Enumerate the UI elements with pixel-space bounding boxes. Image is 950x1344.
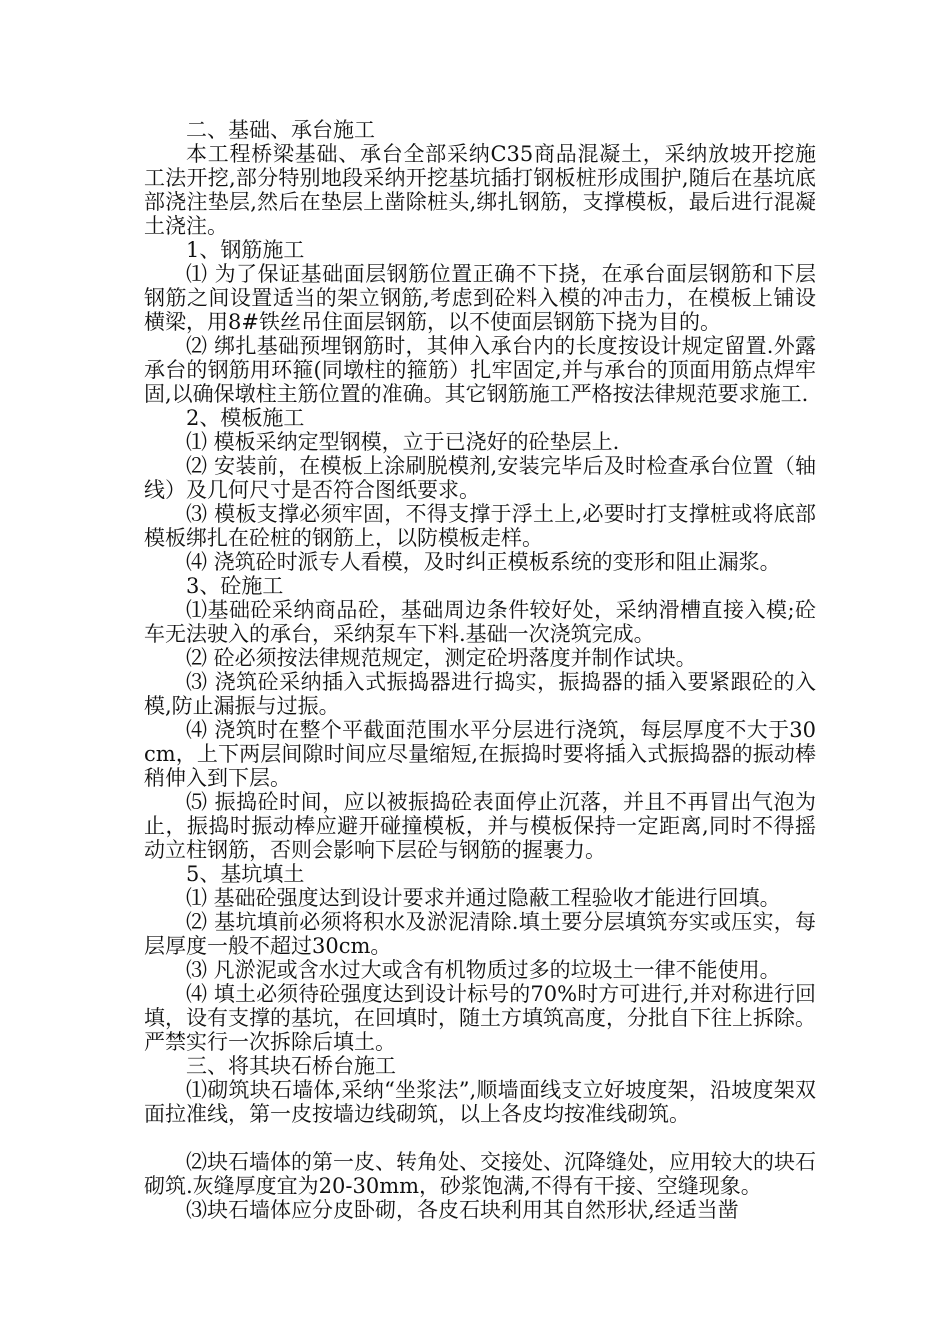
- paragraph: ⑴基础砼采纳商品砼，基础周边条件较好处，采纳滑槽直接入模;砼车无法驶入的承台，采纳泵车下料.基础一次浇筑完成。: [144, 598, 816, 646]
- paragraph: ⑴ 基础砼强度达到设计要求并通过隐蔽工程验收才能进行回填。: [186, 886, 781, 910]
- paragraph: ⑵ 绑扎基础预埋钢筋时，其伸入承台内的长度按设计规定留置.外露承台的钢筋用环箍(同墩柱的箍筋）扎牢固定,并与承台的顶面用筋点焊牢固,以确保墩柱主筋位置的准确。其它钢筋施工严格按法律规范要求施工.: [144, 334, 816, 406]
- subsection-heading: 3、砼施工: [186, 574, 284, 598]
- paragraph: ⑶ 模板支撑必须牢固，不得支撑于浮土上,必要时打支撑桩或将底部模板绑扎在砼桩的钢筋上，以防模板走样。: [144, 502, 816, 550]
- blank-line: [144, 1126, 816, 1150]
- paragraph: ⑴ 为了保证基础面层钢筋位置正确不下挠，在承台面层钢筋和下层钢筋之间设置适当的架立钢筋,考虑到砼料入模的冲击力，在模板上铺设横梁，用8#铁丝吊住面层钢筋，以不使面层钢筋下挠为目的。: [144, 262, 816, 334]
- section-heading: 三、将其块石桥台施工: [186, 1054, 396, 1078]
- paragraph: ⑷ 浇筑时在整个平截面范围水平分层进行浇筑，每层厚度不大于30cm，上下两层间隙时间应尽量缩短,在振捣时要将插入式振捣器的振动棒稍伸入到下层。: [144, 718, 816, 790]
- document-body: [144, 118, 816, 1222]
- paragraph: ⑵块石墙体的第一皮、转角处、交接处、沉降缝处，应用较大的块石砌筑.灰缝厚度宜为20-30mm，砂浆饱满,不得有干接、空缝现象。: [144, 1150, 816, 1198]
- subsection-heading: 2、模板施工: [186, 406, 305, 430]
- paragraph: ⑵ 砼必须按法律规范规定，测定砼坍落度并制作试块。: [186, 646, 697, 670]
- paragraph: ⑴砌筑块石墙体,采纳“坐浆法”,顺墙面线支立好坡度架，沿坡度架双面拉准线，第一皮按墙边线砌筑，以上各皮均按准线砌筑。: [144, 1078, 816, 1126]
- paragraph: ⑷ 浇筑砼时派专人看模，及时纠正模板系统的变形和阻止漏浆。: [186, 550, 781, 574]
- paragraph: ⑶ 浇筑砼采纳插入式振捣器进行捣实，振捣器的插入要紧跟砼的入模,防止漏振与过振。: [144, 670, 816, 718]
- paragraph: ⑵ 基坑填前必须将积水及淤泥清除.填土要分层填筑夯实或压实，每层厚度一般不超过30cm。: [144, 910, 816, 958]
- section-heading: 二、基础、承台施工: [186, 118, 375, 142]
- subsection-heading: 5、基坑填土: [186, 862, 305, 886]
- paragraph: ⑶块石墙体应分皮卧砌，各皮石块利用其自然形状,经适当凿: [186, 1198, 739, 1222]
- subsection-heading: 1、钢筋施工: [186, 238, 305, 262]
- paragraph: ⑸ 振捣砼时间，应以被振捣砼表面停止沉落，并且不再冒出气泡为止，振捣时振动棒应避开碰撞模板，并与模板保持一定距离,同时不得摇动立柱钢筋，否则会影响下层砼与钢筋的握裹力。: [144, 790, 816, 862]
- paragraph: ⑶ 凡淤泥或含水过大或含有机物质过多的垃圾土一律不能使用。: [186, 958, 781, 982]
- paragraph: ⑷ 填土必须待砼强度达到设计标号的70%时方可进行,并对称进行回填，设有支撑的基坑，在回填时，随土方填筑高度，分批自下往上拆除。严禁实行一次拆除后填土。: [144, 982, 816, 1054]
- paragraph: 本工程桥梁基础、承台全部采纳C35商品混凝土，采纳放坡开挖施工法开挖,部分特别地段采纳开挖基坑插打钢板桩形成围护,随后在基坑底部浇注垫层,然后在垫层上凿除桩头,绑扎钢筋，支撑模板，最后进行混凝土浇注。: [144, 142, 816, 238]
- paragraph: ⑵ 安装前，在模板上涂刷脱模剂,安装完毕后及时检查承台位置（轴线）及几何尺寸是否符合图纸要求。: [144, 454, 816, 502]
- paragraph: ⑴ 模板采纳定型钢模，立于已浇好的砼垫层上.: [186, 430, 620, 454]
